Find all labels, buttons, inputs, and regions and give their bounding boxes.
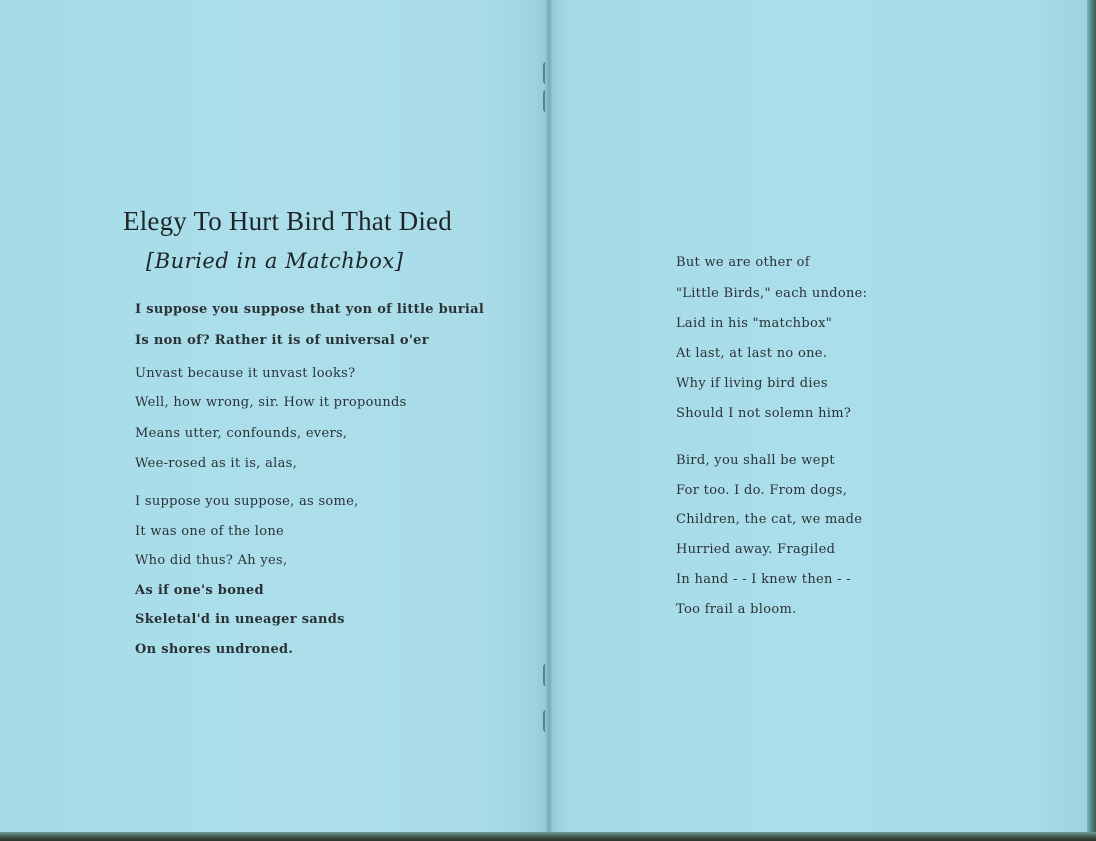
staple-mark xyxy=(543,664,551,686)
right-page xyxy=(549,0,1087,834)
poem-line: On shores undroned. xyxy=(135,642,294,657)
poem-line: But we are other of xyxy=(676,255,810,270)
poem-line: Laid in his "matchbox" xyxy=(676,316,832,331)
poem-line: Should I not solemn him? xyxy=(676,406,852,421)
staple-mark xyxy=(543,62,551,84)
poem-line: As if one's boned xyxy=(135,583,264,598)
poem-line: Children, the cat, we made xyxy=(676,512,863,527)
poem-line: Bird, you shall be wept xyxy=(676,453,835,468)
poem-line: Is non of? Rather it is of universal o'er xyxy=(135,333,429,348)
book-gutter xyxy=(545,0,553,834)
book-bottom-edge xyxy=(0,832,1096,841)
poem-subtitle: [Buried in a Matchbox] xyxy=(146,249,404,273)
staple-mark xyxy=(543,710,551,732)
poem-line: In hand - - I knew then - - xyxy=(676,572,851,587)
poem-line: For too. I do. From dogs, xyxy=(676,483,848,498)
poem-line: At last, at last no one. xyxy=(676,346,828,361)
poem-line: I suppose you suppose that yon of little burial xyxy=(135,302,485,317)
poem-line: Well, how wrong, sir. How it propounds xyxy=(135,395,407,410)
poem-line: "Little Birds," each undone: xyxy=(676,286,868,301)
staple-mark xyxy=(543,90,551,112)
poem-line: Skeletal'd in uneager sands xyxy=(135,612,345,627)
poem-title: Elegy To Hurt Bird That Died xyxy=(123,206,452,236)
poem-line: It was one of the lone xyxy=(135,524,285,539)
poem-line: Wee-rosed as it is, alas, xyxy=(135,456,298,471)
poem-line: Unvast because it unvast looks? xyxy=(135,366,356,381)
poem-line: Hurried away. Fragiled xyxy=(676,542,836,557)
poem-line: Means utter, confounds, evers, xyxy=(135,426,348,441)
poem-line: Why if living bird dies xyxy=(676,376,828,391)
book-edge xyxy=(1087,0,1096,841)
poem-line: Who did thus? Ah yes, xyxy=(135,553,288,568)
poem-line: I suppose you suppose, as some, xyxy=(135,494,359,509)
poem-line: Too frail a bloom. xyxy=(676,602,797,617)
left-page xyxy=(0,0,549,834)
